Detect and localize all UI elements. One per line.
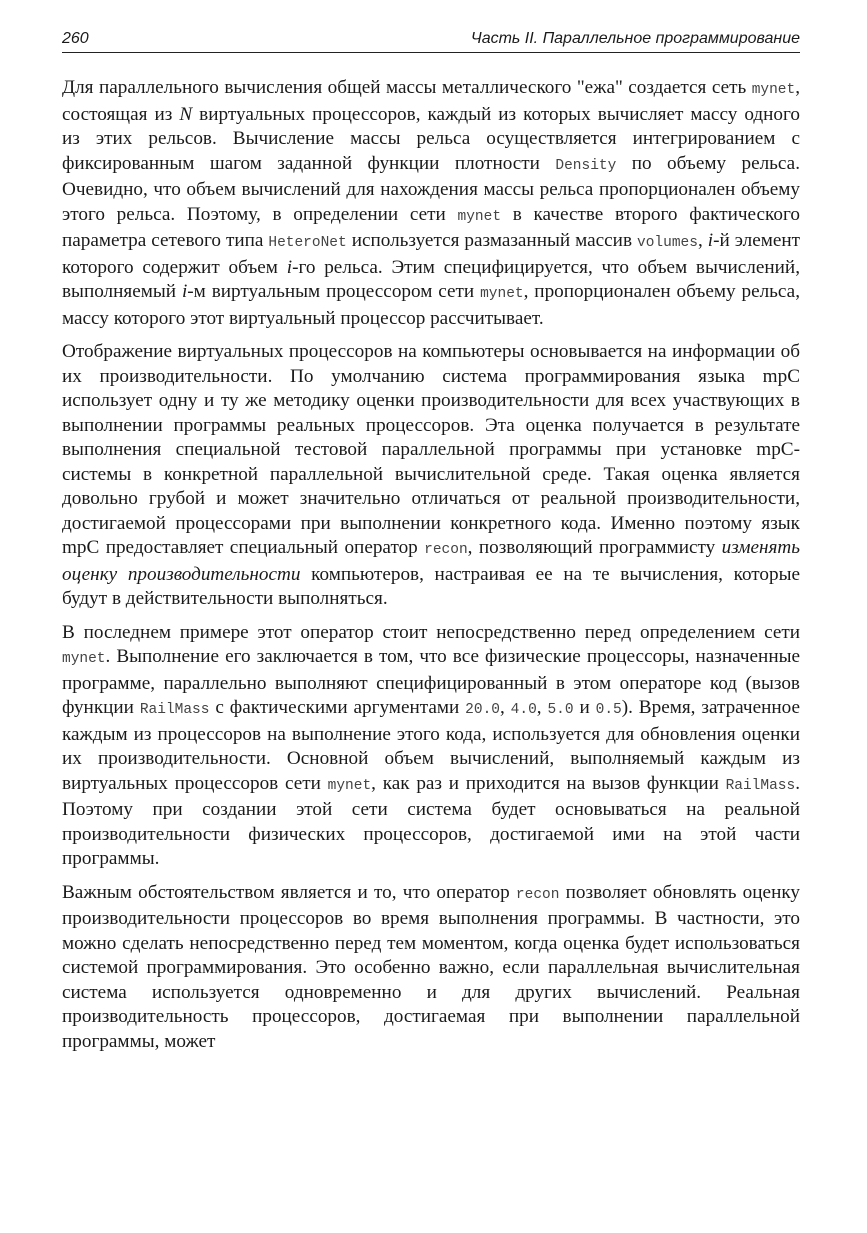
code-identifier: Density (555, 157, 617, 174)
text-run: компьютеров, настраивая ее на те вычисления, которые будут в действительности выполняться. (62, 563, 801, 609)
code-identifier: recon (515, 886, 560, 903)
code-identifier: RailMass (725, 777, 796, 794)
text-run: виртуальных процессоров, каждый из которых вычисляет массу одного из этих рельсов. Вычисление массы рельса осуществляется интегрированием с фиксированным шагом заданной функции плотности (62, 103, 800, 174)
text-run: , состоящая из (62, 77, 800, 125)
math-variable: N (179, 103, 193, 125)
text-run: ). Время, затраченное каждым из процессоров на выполнение этого кода, используется для обновления оценки их производительности. Основной объем вычислений, выполняемый каждым из виртуальных процессоров сети (62, 697, 800, 794)
paragraph-1 (62, 76, 800, 331)
code-identifier: volumes (637, 235, 698, 251)
text-run: по объему рельса. Очевидно, что объем вычислений для нахождения массы рельса пропорционален объему этого рельса. Поэтому, в определении сети (62, 152, 800, 225)
code-identifier: mynet (457, 208, 502, 225)
emphasis-text: изменять оценку производительности (62, 537, 800, 585)
text-run: и (573, 697, 596, 718)
paragraph-2 (62, 340, 800, 612)
text-run: в качестве второго фактического параметра сетевого типа (62, 203, 800, 251)
text-run: используется размазанный массив (346, 230, 638, 251)
code-identifier: 20.0 (465, 702, 500, 718)
text-run: , пропорционален объему рельса, массу которого этот виртуальный процессор рассчитывает. (62, 281, 800, 329)
text-run: Важным обстоятельством является и то, что оператор (62, 881, 516, 903)
text-run: -м виртуальным процессором сети (187, 281, 481, 302)
math-variable: i (286, 256, 293, 278)
text-run: , как раз и приходится на вызов функции (371, 772, 726, 794)
text-body (62, 76, 800, 1063)
code-identifier: mynet (327, 777, 372, 794)
page-number: 260 (62, 30, 89, 47)
math-variable: i (181, 281, 188, 302)
text-run: с фактическими аргументами (209, 697, 466, 718)
code-identifier: 5.0 (547, 702, 574, 718)
text-run: , (499, 697, 511, 718)
text-run: . Выполнение его заключается в том, что все физические процессоры, назначенные программе, параллельно выполняют специфицированный в этом операторе код (вызов функции (62, 646, 800, 718)
code-identifier: HeteroNet (268, 235, 347, 251)
running-title: Часть II. Параллельное программирование (470, 30, 800, 47)
code-identifier: 0.5 (595, 702, 622, 718)
page-header (62, 30, 800, 53)
paragraph-3 (62, 621, 800, 872)
text-run: позволяет обновлять оценку производительности процессоров во время выполнения программы. В частности, это можно сделать непосредственно перед тем моментом, когда оценка будет использоваться системой программирования. Это особенно важно, если параллельная вычислительная система используется одновременно и для других вычислений. Реальная производительность процессоров, достигаемая при выполнении параллельной программы, может (62, 881, 800, 1052)
text-run: В последнем примере этот оператор стоит непосредственно перед определением сети (62, 621, 800, 643)
code-identifier: mynet (480, 286, 524, 302)
text-run: -го рельса. Этим специфицируется, что объем вычислений, выполняемый (62, 256, 800, 302)
code-identifier: mynet (62, 651, 106, 667)
code-identifier: mynet (751, 82, 796, 98)
code-identifier: 4.0 (510, 702, 537, 718)
math-variable: i (707, 230, 714, 251)
code-identifier: recon (424, 542, 468, 558)
text-run: , (697, 230, 708, 251)
code-identifier: RailMass (139, 702, 210, 718)
paragraph-4 (62, 881, 800, 1055)
text-run: Для параллельного вычисления общей массы металлического "ежа" создается сеть (62, 77, 752, 98)
text-run: Отображение виртуальных процессоров на компьютеры основывается на информации об их производительности. По умолчанию система программирования языка mpC использует одну и ту же методику оценки производительности для всех участвующих в выполнении программы реальных процессоров. Эта оценка получается в результате выполнения специальной тестовой параллельной программы при установке mpC-системы в конкретной параллельной вычислительной среде. Такая оценка является довольно грубой и может значительно отличаться от реальной производительности, достигаемой процессорами при выполнении конкретного кода. Именно поэтому язык mpC предоставляет специальный оператор (62, 341, 800, 558)
text-run: , (536, 697, 548, 718)
text-run: . Поэтому при создании этой сети система будет основываться на реальной производительности физических процессоров, достигаемой ими на этой части программы. (62, 772, 800, 869)
text-run: , позволяющий программисту (467, 537, 722, 558)
text-run: -й элемент которого содержит объем (62, 230, 801, 278)
